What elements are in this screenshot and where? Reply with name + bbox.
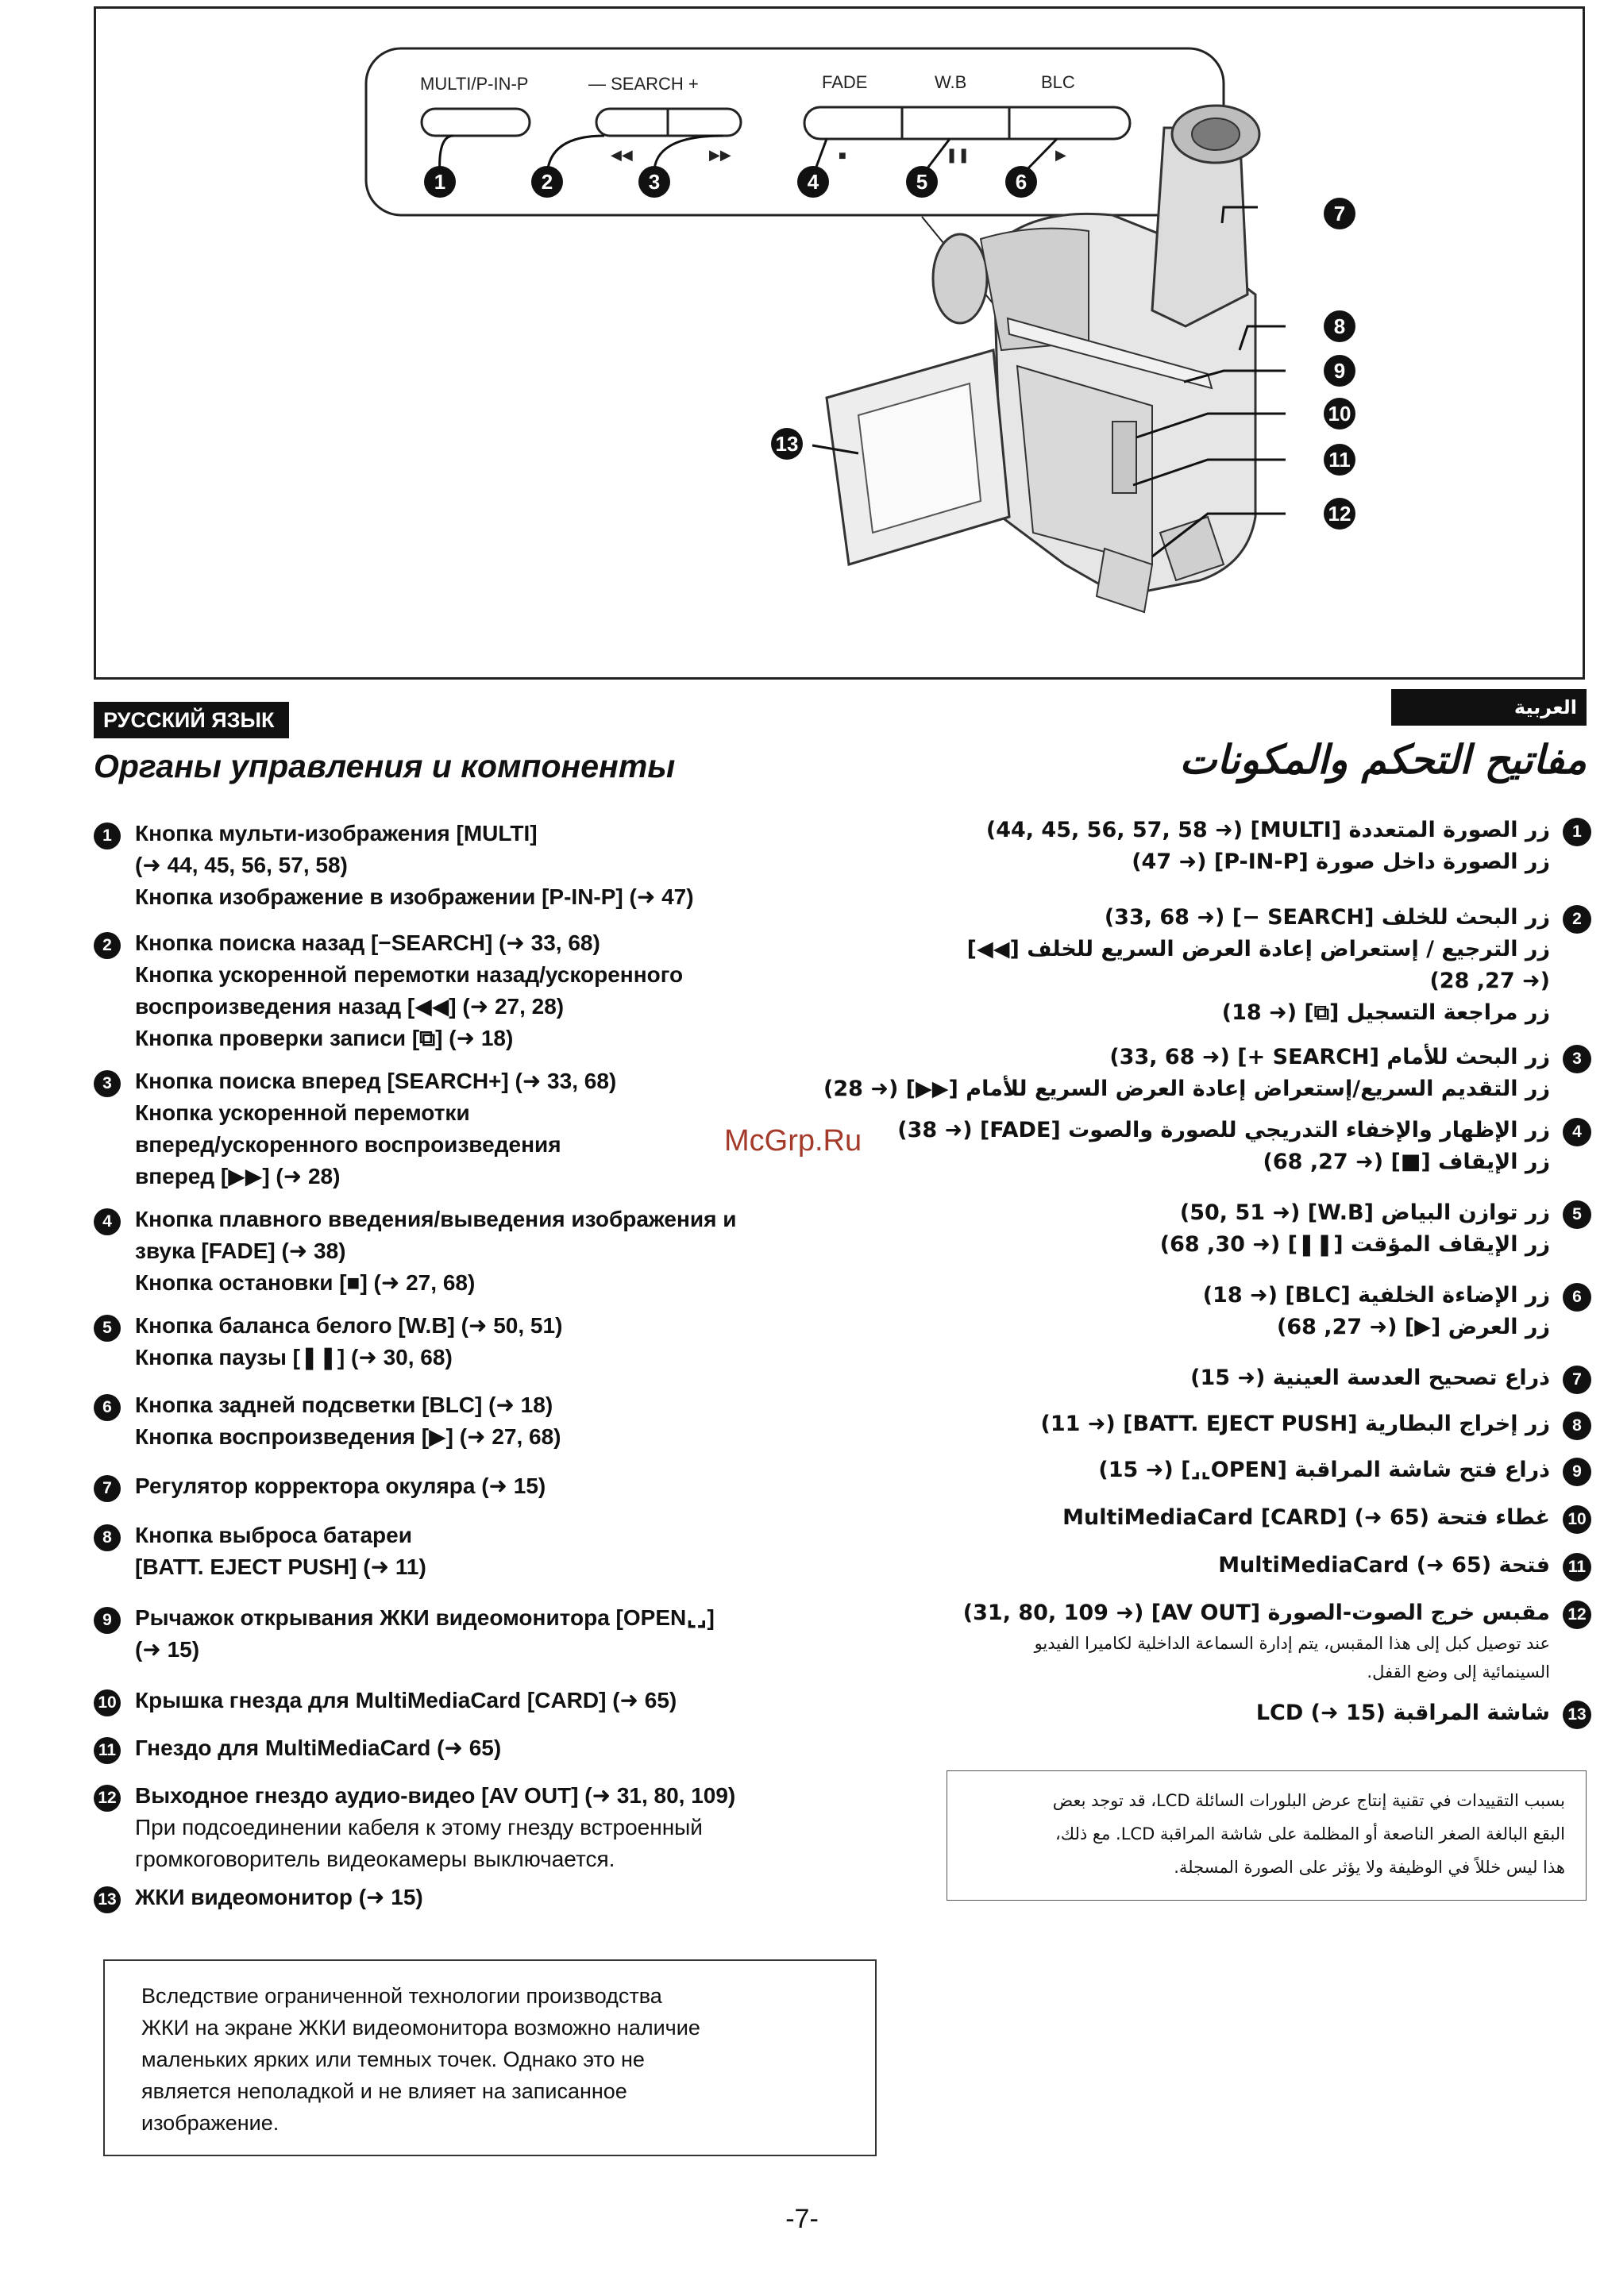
callout-7-number: 7: [1333, 202, 1346, 225]
ru-item-text: Кнопка изображение в изображении [P-IN-P] (➜ 47): [135, 884, 694, 909]
rewind-symbol: ◀◀: [611, 147, 633, 163]
callout-8-number: 8: [1333, 314, 1346, 338]
ru-item-text: Кнопка поиска назад [−SEARCH] (➜ 33, 68): [135, 930, 600, 955]
ar-item-number: 7: [1563, 1366, 1591, 1394]
ar-item-text: عند توصيل كبل إلى هذا المقبس، يتم إدارة السماعة الداخلية لكاميرا الفيديو: [1034, 1634, 1550, 1653]
ar-item-number: 4: [1563, 1118, 1591, 1146]
ru-item-text: Кнопка проверки записи [⧉] (➜ 18): [135, 1026, 514, 1050]
ru-item-text: громкоговоритель видеокамеры выключается.: [135, 1847, 615, 1871]
ar-item-8: [861, 1408, 1591, 1440]
ru-item-number: 1: [94, 822, 121, 849]
ru-item-number: 3: [94, 1070, 121, 1097]
ar-item-7: [861, 1362, 1591, 1394]
page-number: -7-: [785, 2204, 819, 2234]
callout-2: [531, 166, 563, 198]
ar-item-13: [861, 1697, 1591, 1729]
callout-13-number: 13: [775, 432, 799, 456]
ar-item-number: 3: [1563, 1045, 1591, 1073]
ru-item-5: [94, 1310, 872, 1373]
ru-item-text: Кнопка ускоренной перемотки: [135, 1100, 470, 1125]
callout-1: [424, 166, 456, 198]
ar-item-12: [861, 1597, 1591, 1686]
callout-7: [1324, 198, 1355, 229]
ru-item-10: [94, 1685, 872, 1716]
callout-12-number: 12: [1328, 502, 1351, 526]
ar-item-9: [861, 1454, 1591, 1486]
ar-item-text: زر الصورة المتعددة [MULTI] (➜ 44, 45, 56, 57, 58): [985, 818, 1550, 842]
ar-item-6: [861, 1280, 1591, 1343]
ar-item-text: زر البحث للأمام [SEARCH +] (➜ 33, 68): [1109, 1045, 1550, 1069]
ar-item-text: زر البحث للخلف [SEARCH −] (➜ 33, 68): [1104, 905, 1550, 930]
ru-item-8: [94, 1520, 872, 1583]
ru-item-text: воспроизведения назад [◀◀] (➜ 27, 28): [135, 994, 565, 1019]
ru-item-text: Кнопка плавного введения/выведения изображения и: [135, 1207, 737, 1231]
ar-item-text: فتحة MultiMediaCard (➜ 65): [1218, 1553, 1550, 1578]
ru-item-text: [BATT. EJECT PUSH] (➜ 11): [135, 1554, 426, 1579]
label-multi: MULTI/P-IN-P: [420, 74, 529, 94]
ru-item-11: [94, 1732, 872, 1764]
ru-item-6: [94, 1389, 872, 1453]
ru-item-text: вперед [▶▶] (➜ 28): [135, 1164, 341, 1188]
label-blc: BLC: [1041, 72, 1075, 92]
ar-item-number: 13: [1563, 1701, 1591, 1729]
ru-item-text: Кнопка выброса батареи: [135, 1523, 412, 1547]
ar-item-number: 1: [1563, 818, 1591, 846]
ru-item-text: Гнездо для MultiMediaCard (➜ 65): [135, 1735, 502, 1760]
ru-item-1: [94, 818, 872, 913]
pause-symbol: ❚❚: [946, 147, 970, 163]
ar-item-text: زر توازن البياض [W.B] (➜ 50, 51): [1179, 1200, 1550, 1225]
ru-item-text: вперед/ускоренного воспроизведения: [135, 1132, 561, 1157]
callout-1-number: 1: [434, 170, 446, 194]
ru-item-text: Регулятор корректора окуляра (➜ 15): [135, 1474, 546, 1498]
ar-item-text: (➜ 27, 28): [1429, 969, 1550, 993]
ru-item-text: звука [FADE] (➜ 38): [135, 1239, 346, 1263]
ru-item-7: [94, 1470, 872, 1502]
callout-10: [1324, 398, 1355, 430]
watermark: McGrp.Ru: [724, 1124, 862, 1158]
camcorder-illustration: [94, 6, 1585, 680]
callout-10-number: 10: [1328, 402, 1351, 426]
ar-item-number: 8: [1563, 1412, 1591, 1440]
ar-item-text: زر الصورة داخل صورة [P-IN-P] (➜ 47): [1132, 849, 1550, 874]
callout-3: [638, 166, 670, 198]
russian-note-line: маленьких ярких или темных точек. Однако это не: [141, 2048, 645, 2071]
ru-item-text: Выходное гнездо аудио-видео [AV OUT] (➜ 31, 80, 109): [135, 1783, 736, 1808]
ar-item-text: زر الإضاءة الخلفية [BLC] (➜ 18): [1202, 1283, 1550, 1308]
russian-note-line: является неполадкой и не влияет на записанное: [141, 2079, 627, 2103]
ar-item-11: [861, 1550, 1591, 1581]
russian-note-line: Вследствие ограниченной технологии производства: [141, 1984, 662, 2008]
ru-item-number: 10: [94, 1689, 121, 1716]
callout-2-number: 2: [541, 170, 553, 194]
russian-section-title: Органы управления и компоненты: [94, 748, 676, 784]
ru-item-text: (➜ 15): [135, 1637, 200, 1662]
callout-11: [1324, 444, 1355, 476]
callout-4-number: 4: [807, 170, 819, 194]
ru-item-number: 7: [94, 1475, 121, 1502]
ru-item-number: 8: [94, 1524, 121, 1551]
label-search: — SEARCH +: [588, 74, 699, 94]
ar-item-text: شاشة المراقبة LCD (➜ 15): [1255, 1701, 1550, 1725]
ru-item-text: При подсоединении кабеля к этому гнезду встроенный: [135, 1815, 703, 1839]
card-slot-cover: [1112, 422, 1136, 493]
ar-item-text: زر الإظهار والإخفاء التدريجي للصورة والصوت [FADE] (➜ 38): [897, 1118, 1550, 1142]
ru-item-text: Кнопка воспроизведения [▶] (➜ 27, 68): [135, 1424, 561, 1449]
callout-8: [1324, 310, 1355, 342]
ar-item-text: مقبس خرج الصوت-الصورة [AV OUT] (➜ 31, 80, 109): [962, 1601, 1550, 1625]
lens-ring: [933, 234, 987, 323]
arabic-note-line: بسبب التقييدات في تقنية إنتاج عرض البلورات السائلة LCD، قد توجد بعض: [1052, 1791, 1565, 1810]
arabic-note-line: البقع البالغة الصغر الناصعة أو المظلمة على شاشة المراقبة LCD. مع ذلك،: [1055, 1824, 1565, 1843]
ru-item-number: 6: [94, 1394, 121, 1421]
ar-item-text: زر التقديم السريع/إستعراض إعادة العرض السريع للأمام [▶▶] (➜ 28): [823, 1077, 1550, 1101]
ru-item-text: Кнопка мульти-изображения [MULTI]: [135, 821, 538, 846]
callout-12: [1324, 498, 1355, 530]
ru-item-text: Крышка гнезда для MultiMediaCard [CARD] (➜ 65): [135, 1688, 677, 1712]
ar-item-text: غطاء فتحة MultiMediaCard [CARD] (➜ 65): [1062, 1505, 1550, 1530]
ar-item-number: 12: [1563, 1601, 1591, 1629]
ru-item-3: [94, 1065, 872, 1192]
arabic-language-badge: العربية: [1391, 689, 1587, 726]
ru-item-text: Кнопка паузы [❚❚] (➜ 30, 68): [135, 1345, 453, 1370]
ar-item-3: [823, 1042, 1591, 1105]
ru-item-text: (➜ 44, 45, 56, 57, 58): [135, 853, 348, 877]
russian-lcd-note: [103, 1959, 877, 2156]
ar-item-number: 10: [1563, 1505, 1591, 1534]
arabic-note-line: هذا ليس خللاً في الوظيفة ولا يؤثر على الصورة المسجلة.: [1174, 1858, 1565, 1877]
callout-6: [1005, 166, 1037, 198]
ru-item-text: Кнопка остановки [■] (➜ 27, 68): [135, 1270, 476, 1295]
ru-item-number: 12: [94, 1785, 121, 1812]
ru-item-13: [94, 1882, 872, 1913]
ru-item-text: Кнопка баланса белого [W.B] (➜ 50, 51): [135, 1313, 563, 1338]
ar-item-text: السينمائية إلى وضع القفل.: [1367, 1662, 1550, 1682]
ar-item-text: زر الإيقاف المؤقت [❚❚] (➜ 30, 68): [1159, 1232, 1550, 1257]
camcorder-drawing: [96, 9, 1583, 677]
ru-item-number: 5: [94, 1315, 121, 1342]
ar-item-text: زر الإيقاف [■] (➜ 27, 68): [1263, 1150, 1550, 1174]
russian-note-line: ЖКИ на экране ЖКИ видеомонитора возможно наличие: [141, 2016, 700, 2040]
ru-item-number: 11: [94, 1737, 121, 1764]
ar-item-number: 2: [1563, 905, 1591, 934]
callout-11-number: 11: [1328, 448, 1351, 472]
label-wb: W.B: [935, 72, 967, 92]
ru-item-number: 2: [94, 932, 121, 959]
multi-button-drawing: [422, 109, 530, 136]
callout-4: [797, 166, 829, 198]
ru-item-number: 13: [94, 1886, 121, 1913]
play-symbol: ▶: [1055, 147, 1066, 163]
callout-5-number: 5: [916, 170, 928, 194]
ru-item-text: Кнопка ускоренной перемотки назад/ускоренного: [135, 962, 684, 987]
stop-symbol: ■: [839, 149, 846, 163]
label-fade: FADE: [822, 72, 868, 92]
russian-language-badge: РУССКИЙ ЯЗЫК: [94, 702, 289, 738]
ru-item-number: 9: [94, 1607, 121, 1634]
ru-item-9: [94, 1602, 872, 1666]
ar-item-number: 9: [1563, 1458, 1591, 1486]
ar-item-10: [861, 1502, 1591, 1534]
ru-item-12: [94, 1780, 872, 1875]
ru-item-text: Рычажок открывания ЖКИ видеомонитора [OPEN⌞⌟]: [135, 1605, 715, 1630]
fast-forward-symbol: ▶▶: [709, 147, 731, 163]
fade-wb-blc-strip: [804, 107, 1130, 139]
callout-9: [1324, 355, 1355, 387]
callout-9-number: 9: [1333, 359, 1346, 383]
callout-3-number: 3: [648, 170, 661, 194]
callout-13: [771, 428, 803, 460]
ar-item-4: [861, 1115, 1591, 1178]
arabic-section-title: مفاتيح التحكم والمكونات: [1179, 737, 1587, 783]
ru-item-text: ЖКИ видеомонитор (➜ 15): [135, 1885, 423, 1909]
ru-item-text: Кнопка задней подсветки [BLC] (➜ 18): [135, 1393, 553, 1417]
callout-6-number: 6: [1015, 170, 1028, 194]
ar-item-1: [861, 815, 1591, 878]
ar-item-text: زر مراجعة التسجيل [⧉] (➜ 18): [1221, 1000, 1550, 1025]
ar-item-2: [861, 902, 1591, 1029]
ar-item-text: زر إخراج البطارية [BATT. EJECT PUSH] (➜ 11): [1040, 1412, 1550, 1436]
ru-item-4: [94, 1204, 872, 1299]
ar-item-text: ذراع تصحيح العدسة العينية (➜ 15): [1190, 1366, 1550, 1390]
ar-item-text: ذراع فتح شاشة المراقبة [OPEN⌞⌟] (➜ 15): [1098, 1458, 1550, 1482]
russian-note-line: изображение.: [141, 2111, 280, 2135]
ar-item-5: [861, 1197, 1591, 1261]
callout-5: [906, 166, 938, 198]
ar-item-number: 5: [1563, 1200, 1591, 1229]
arabic-lcd-note: [947, 1770, 1587, 1901]
ar-item-number: 6: [1563, 1283, 1591, 1312]
ru-item-2: [94, 927, 872, 1054]
ru-item-text: Кнопка поиска вперед [SEARCH+] (➜ 33, 68): [135, 1069, 617, 1093]
ru-item-number: 4: [94, 1208, 121, 1235]
ar-item-text: زر العرض [▶] (➜ 27, 68): [1276, 1315, 1550, 1339]
ar-item-number: 11: [1563, 1553, 1591, 1581]
ar-item-text: زر الترجيع / إستعراض إعادة العرض السريع للخلف [◀◀]: [966, 937, 1550, 961]
